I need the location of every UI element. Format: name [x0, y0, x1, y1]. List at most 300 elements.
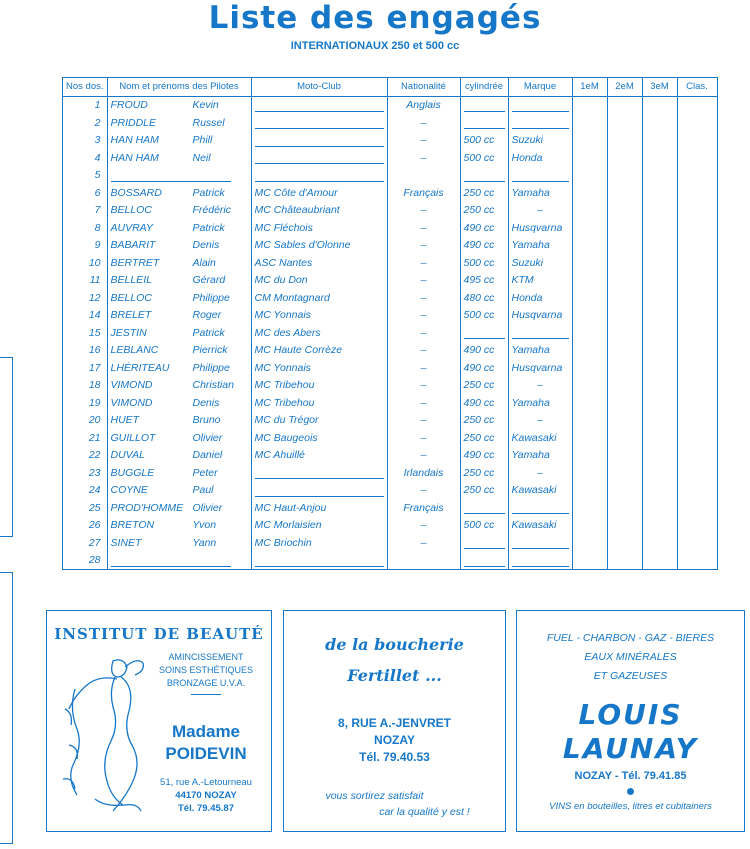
moto-club-value: MC Sables d'Olonne — [254, 239, 351, 252]
result-cell — [607, 114, 642, 132]
result-cell — [677, 377, 717, 395]
launay-name-last: LAUNAY — [562, 732, 699, 765]
brand-value: – — [537, 414, 543, 427]
result-cell — [677, 394, 717, 412]
result-cell — [572, 114, 607, 132]
institut-service-1: AMINCISSEMENT — [168, 652, 244, 662]
pilot-surname: HAN HAM — [110, 134, 159, 147]
col-header-nationality: Nationalité — [387, 78, 460, 97]
table-row — [63, 377, 718, 395]
blank-line — [255, 466, 384, 479]
table-row — [63, 447, 718, 465]
cylinder — [460, 447, 508, 465]
result-cell — [642, 114, 677, 132]
pilot-firstname: Philippe — [192, 361, 230, 374]
entry-number-value: 3 — [94, 134, 101, 147]
result-cell — [677, 429, 717, 447]
pilot-name — [107, 499, 251, 517]
cylinder-value: 250 cc — [463, 414, 495, 427]
brand-value: Yamaha — [511, 396, 550, 409]
moto-club — [251, 219, 387, 237]
cylinder-value: 500 cc — [463, 519, 495, 532]
nationality — [387, 184, 460, 202]
result-cell — [677, 132, 717, 150]
cylinder — [460, 482, 508, 500]
table-row — [63, 96, 718, 114]
brand — [508, 499, 572, 517]
entry-number-value: 1 — [94, 99, 101, 112]
result-cell — [572, 237, 607, 255]
result-cell — [607, 149, 642, 167]
cylinder — [460, 289, 508, 307]
brand — [508, 219, 572, 237]
result-cell — [572, 534, 607, 552]
pilot-surname: HUET — [110, 414, 140, 427]
brand-value: Yamaha — [511, 239, 550, 252]
cylinder-value: 500 cc — [463, 309, 495, 322]
boucherie-line1: de la boucherie — [325, 635, 464, 654]
pilot-surname: VIMOND — [110, 396, 153, 409]
launay-products-3: ET GAZEUSES — [593, 670, 668, 682]
entry-number — [63, 464, 108, 482]
blank-line — [512, 536, 569, 549]
pilot-firstname: Yvon — [192, 519, 217, 532]
result-cell — [677, 447, 717, 465]
institut-city: 44170 NOZAY — [175, 790, 237, 801]
cylinder — [460, 394, 508, 412]
table-row — [63, 324, 718, 342]
nationality-value: Français — [403, 186, 444, 199]
brand-value: Yamaha — [511, 344, 550, 357]
cylinder-value: 490 cc — [463, 344, 495, 357]
moto-club — [251, 464, 387, 482]
col-header-brand: Marque — [508, 78, 572, 97]
table-row — [63, 237, 718, 255]
brand — [508, 272, 572, 290]
nationality — [387, 499, 460, 517]
blank-line — [464, 326, 505, 339]
table-row — [63, 342, 718, 360]
pilot-firstname: Paul — [192, 484, 214, 497]
pilot-name — [107, 412, 251, 430]
result-cell — [677, 237, 717, 255]
entry-number — [63, 534, 108, 552]
result-cell — [572, 289, 607, 307]
result-cell — [572, 394, 607, 412]
brand-value: Yamaha — [511, 186, 550, 199]
table-row — [63, 272, 718, 290]
brand — [508, 149, 572, 167]
cylinder-value: 490 cc — [463, 361, 495, 374]
pilot-firstname: Denis — [192, 239, 220, 252]
cylinder-value: 250 cc — [463, 466, 495, 479]
blank-line — [255, 484, 384, 497]
pilot-name — [107, 429, 251, 447]
table-row — [63, 184, 718, 202]
brand-value: Kawasaki — [511, 519, 557, 532]
pilot-name — [107, 552, 251, 570]
nationality-value: – — [420, 256, 427, 269]
cylinder-value: 500 cc — [463, 134, 495, 147]
nationality — [387, 167, 460, 185]
nationality-value: – — [420, 274, 427, 287]
pilot-surname: FROUD — [110, 99, 148, 112]
brand-value: Yamaha — [511, 449, 550, 462]
result-cell — [642, 289, 677, 307]
page-subtitle: INTERNATIONAUX 250 et 500 cc — [290, 40, 460, 52]
result-cell — [642, 307, 677, 325]
result-cell — [607, 429, 642, 447]
result-cell — [572, 132, 607, 150]
result-cell — [677, 289, 717, 307]
entry-number-value: 4 — [94, 151, 101, 164]
table-row — [63, 482, 718, 500]
entry-number — [63, 394, 108, 412]
moto-club — [251, 289, 387, 307]
moto-club — [251, 254, 387, 272]
blank-line — [464, 554, 505, 567]
blank-line — [512, 169, 569, 182]
brand — [508, 202, 572, 220]
result-cell — [642, 359, 677, 377]
table-row — [63, 149, 718, 167]
blank-line — [255, 151, 384, 164]
pilot-surname: BELLEIL — [110, 274, 152, 287]
brand — [508, 184, 572, 202]
result-cell — [572, 552, 607, 570]
moto-club — [251, 482, 387, 500]
pilot-name — [107, 272, 251, 290]
result-cell — [572, 482, 607, 500]
woman-figure-illustration — [55, 649, 147, 819]
cylinder — [460, 254, 508, 272]
result-cell — [642, 272, 677, 290]
entry-number — [63, 517, 108, 535]
pilot-firstname: Christian — [192, 379, 234, 392]
pilot-firstname: Daniel — [192, 449, 223, 462]
entry-number — [63, 237, 108, 255]
moto-club-value: MC Ahuillé — [254, 449, 305, 462]
pilot-surname: BOSSARD — [110, 186, 162, 199]
brand-value: – — [537, 204, 543, 217]
pilot-surname: PROD'HOMME — [110, 501, 184, 514]
col-header-cylinder: cylindrée — [460, 78, 508, 97]
moto-club-value: MC Fléchois — [254, 221, 313, 234]
result-cell — [572, 254, 607, 272]
pilot-name — [107, 342, 251, 360]
table-row — [63, 552, 718, 570]
entry-number — [63, 289, 108, 307]
entry-number — [63, 272, 108, 290]
col-header-pilot: Nom et prénoms des Pilotes — [107, 78, 251, 97]
pilot-surname: VIMOND — [110, 379, 153, 392]
institut-phone: Tél. 79.45.87 — [178, 803, 234, 814]
result-cell — [677, 114, 717, 132]
nationality — [387, 114, 460, 132]
result-cell — [642, 254, 677, 272]
moto-club-value: MC Morlaisien — [254, 519, 322, 532]
left-edge-frame-top — [0, 357, 13, 537]
table-row — [63, 499, 718, 517]
nationality-value: – — [420, 151, 427, 164]
result-cell — [642, 149, 677, 167]
cylinder-value: 480 cc — [463, 291, 495, 304]
moto-club — [251, 149, 387, 167]
cylinder — [460, 412, 508, 430]
institut-owner-title: Madame — [171, 722, 241, 741]
moto-club — [251, 184, 387, 202]
result-cell — [607, 464, 642, 482]
table-row — [63, 202, 718, 220]
result-cell — [607, 272, 642, 290]
result-cell — [607, 237, 642, 255]
col-header-heat1: 1eM — [572, 78, 607, 97]
entry-number-value: 24 — [88, 484, 101, 497]
brand — [508, 517, 572, 535]
nationality-value: Anglais — [406, 99, 441, 112]
table-row — [63, 464, 718, 482]
cylinder-value: 250 cc — [463, 484, 495, 497]
nationality-value: – — [420, 519, 427, 532]
result-cell — [607, 96, 642, 114]
result-cell — [642, 412, 677, 430]
nationality-value: – — [420, 536, 427, 549]
result-cell — [572, 96, 607, 114]
table-row — [63, 517, 718, 535]
result-cell — [677, 149, 717, 167]
moto-club — [251, 132, 387, 150]
result-cell — [642, 482, 677, 500]
result-cell — [572, 184, 607, 202]
entry-number — [63, 184, 108, 202]
moto-club — [251, 342, 387, 360]
brand-value: Honda — [511, 151, 543, 164]
moto-club-value: MC Tribehou — [254, 379, 315, 392]
pilot-firstname: Bruno — [192, 414, 221, 427]
brand-value: – — [537, 379, 543, 392]
entry-number-value: 20 — [88, 414, 101, 427]
result-cell — [642, 517, 677, 535]
result-cell — [677, 412, 717, 430]
pilot-name — [107, 219, 251, 237]
cylinder — [460, 114, 508, 132]
entry-number-value: 18 — [88, 379, 101, 392]
cylinder — [460, 237, 508, 255]
nationality — [387, 202, 460, 220]
entry-number — [63, 167, 108, 185]
entry-number — [63, 202, 108, 220]
pilot-name — [107, 167, 251, 185]
result-cell — [572, 429, 607, 447]
nationality — [387, 324, 460, 342]
boucherie-slogan-1: vous sortirez satisfait — [325, 790, 424, 802]
table-row — [63, 132, 718, 150]
result-cell — [572, 464, 607, 482]
brand-value: Kawasaki — [511, 431, 557, 444]
pilot-firstname: Neil — [192, 151, 211, 164]
moto-club — [251, 272, 387, 290]
entry-number-value: 25 — [88, 501, 101, 514]
result-cell — [677, 219, 717, 237]
entry-number — [63, 342, 108, 360]
entry-number — [63, 412, 108, 430]
result-cell — [607, 359, 642, 377]
moto-club-value: MC Côte d'Amour — [254, 186, 338, 199]
result-cell — [572, 149, 607, 167]
launay-name-first: LOUIS — [578, 698, 683, 731]
pilot-firstname: Alain — [192, 256, 216, 269]
brand — [508, 254, 572, 272]
pilot-firstname: Patrick — [192, 326, 225, 339]
cylinder — [460, 167, 508, 185]
result-cell — [572, 272, 607, 290]
launay-phone: NOZAY - Tél. 79.41.85 — [574, 770, 687, 782]
launay-footer: VINS en bouteilles, litres et cubitainers — [549, 801, 712, 812]
pilot-name — [107, 202, 251, 220]
entry-number — [63, 447, 108, 465]
blank-line — [464, 169, 505, 182]
cylinder-value: 250 cc — [463, 379, 495, 392]
pilot-surname: GUILLOT — [110, 431, 156, 444]
pilot-name — [107, 324, 251, 342]
result-cell — [607, 289, 642, 307]
table-row — [63, 429, 718, 447]
result-cell — [642, 464, 677, 482]
moto-club-value: CM Montagnard — [254, 291, 330, 304]
brand — [508, 114, 572, 132]
left-edge-frame-bottom — [0, 572, 13, 844]
result-cell — [677, 534, 717, 552]
entry-number-value: 21 — [88, 431, 101, 444]
table-row — [63, 219, 718, 237]
result-cell — [572, 202, 607, 220]
result-cell — [607, 307, 642, 325]
entry-number — [63, 114, 108, 132]
cylinder — [460, 534, 508, 552]
entry-number — [63, 149, 108, 167]
nationality — [387, 254, 460, 272]
nationality — [387, 132, 460, 150]
cylinder — [460, 219, 508, 237]
pilot-name — [107, 289, 251, 307]
moto-club-value: MC Yonnais — [254, 309, 311, 322]
pilot-surname: LHÉRITEAU — [110, 361, 170, 374]
result-cell — [607, 202, 642, 220]
result-cell — [607, 412, 642, 430]
pilot-name — [107, 447, 251, 465]
nationality-value: – — [420, 326, 427, 339]
pilot-firstname: Pierrick — [192, 344, 228, 357]
entry-number-value: 2 — [94, 116, 101, 129]
blank-line — [255, 116, 384, 129]
nationality-value: – — [420, 449, 427, 462]
moto-club — [251, 114, 387, 132]
brand — [508, 394, 572, 412]
ad-institut-beaute — [46, 610, 272, 832]
pilot-name — [107, 149, 251, 167]
moto-club — [251, 552, 387, 570]
moto-club-value: MC du Trégor — [254, 414, 319, 427]
nationality-value: – — [420, 431, 427, 444]
result-cell — [642, 167, 677, 185]
entry-number-value: 11 — [89, 274, 101, 287]
result-cell — [677, 517, 717, 535]
nationality-value: – — [420, 116, 427, 129]
entry-number — [63, 499, 108, 517]
cylinder-value: 250 cc — [463, 186, 495, 199]
entry-number-value: 10 — [88, 256, 101, 269]
blank-line — [111, 554, 231, 567]
result-cell — [677, 202, 717, 220]
result-cell — [572, 517, 607, 535]
blank-line — [464, 99, 505, 112]
brand — [508, 412, 572, 430]
entry-number-value: 22 — [88, 449, 101, 462]
nationality — [387, 464, 460, 482]
blank-line — [255, 554, 384, 567]
pilot-firstname: Olivier — [192, 431, 223, 444]
nationality — [387, 429, 460, 447]
blank-line — [512, 501, 569, 514]
blank-line — [512, 326, 569, 339]
cylinder-value: 490 cc — [463, 239, 495, 252]
entry-number-value: 6 — [94, 186, 101, 199]
nationality — [387, 342, 460, 360]
cylinder — [460, 342, 508, 360]
col-header-number: Nos dos. — [63, 78, 108, 97]
entry-number-value: 15 — [88, 326, 101, 339]
pilot-name — [107, 184, 251, 202]
table-row — [63, 114, 718, 132]
moto-club-value: MC du Don — [254, 274, 308, 287]
result-cell — [677, 254, 717, 272]
result-cell — [677, 464, 717, 482]
institut-address: 51, rue A.-Letourneau — [160, 777, 252, 788]
entry-number-value: 17 — [88, 361, 101, 374]
nationality — [387, 272, 460, 290]
moto-club — [251, 447, 387, 465]
pilot-firstname: Kevin — [192, 99, 219, 112]
brand — [508, 359, 572, 377]
pilot-surname: BABARIT — [110, 239, 156, 252]
brand — [508, 552, 572, 570]
blank-line — [512, 116, 569, 129]
pilot-surname: HAN HAM — [110, 151, 159, 164]
cylinder-value: 500 cc — [463, 151, 495, 164]
nationality-value: – — [420, 414, 427, 427]
cylinder — [460, 96, 508, 114]
moto-club — [251, 429, 387, 447]
nationality-value: – — [420, 221, 427, 234]
moto-club — [251, 499, 387, 517]
pilot-surname: LEBLANC — [110, 344, 159, 357]
result-cell — [642, 377, 677, 395]
blank-line — [111, 169, 231, 182]
brand-value: Honda — [511, 291, 543, 304]
nationality-value: – — [420, 309, 427, 322]
brand-value: Husqvarna — [511, 309, 563, 322]
result-cell — [572, 377, 607, 395]
moto-club — [251, 237, 387, 255]
result-cell — [607, 324, 642, 342]
cylinder — [460, 272, 508, 290]
pilot-firstname: Philippe — [192, 291, 230, 304]
nationality-value: Irlandais — [403, 466, 444, 479]
table-row — [63, 167, 718, 185]
result-cell — [642, 429, 677, 447]
entry-number — [63, 132, 108, 150]
cylinder — [460, 359, 508, 377]
